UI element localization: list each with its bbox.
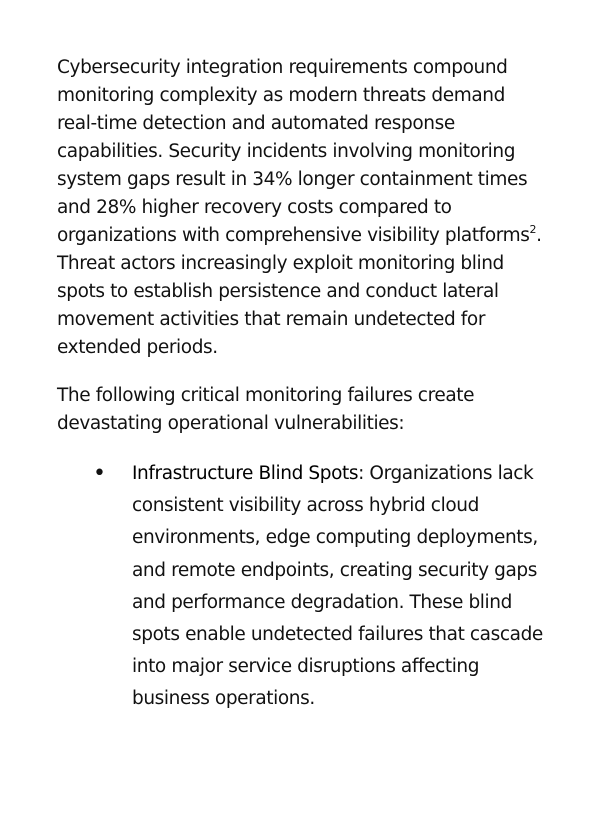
body-paragraph-intro-list: The following critical monitoring failures create devastating operational vulnerabilities: <box>57 385 475 434</box>
paragraph-text: Cybersecurity integration requirements compound monitoring complexity as modern threats demand real-time detection and automated response capabilities. Security incidents involving monitoring system gaps result in 34% longer containment times and 28% higher recovery costs compared to organizations with comprehensive visibility platforms <box>57 57 530 246</box>
bullet-marker: • <box>93 461 106 486</box>
list-item-description: : Organizations lack consistent visibility across hybrid cloud environments, edge computing deployments, and remote endpoints, creating security gaps and performance degradation. These blind spots enable undetected failures that cascade into major service disruptions affecting business operations. <box>132 463 543 710</box>
list-item-term: Infrastructure Blind Spots <box>132 463 359 484</box>
paragraph-text-continued: . Threat actors increasingly exploit monitoring blind spots to establish persistence and conduct lateral movement activities that remain undetected for extended periods. <box>57 225 542 358</box>
body-paragraph-cybersecurity <box>57 54 547 362</box>
footnote-reference: 2 <box>529 222 537 236</box>
list-item-infrastructure-blind-spots <box>132 458 547 716</box>
